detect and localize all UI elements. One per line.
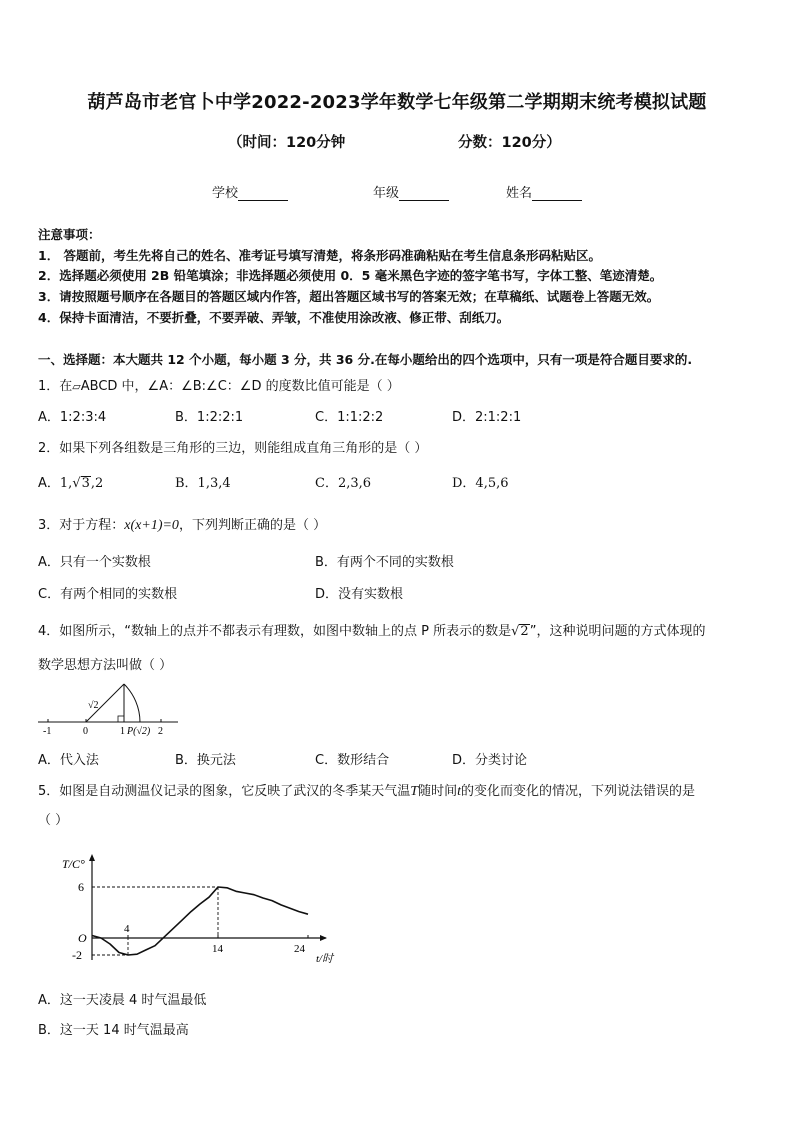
section-heading: 一、选择题：本大题共 12 个小题，每小题 3 分，共 36 分.在每小题给出的四个选项中，只有一项是符合题目要求的. — [38, 352, 693, 367]
question-1-stem — [38, 375, 400, 394]
q2-a-pre: 1, — [59, 476, 73, 491]
q4-radicand: 2 — [520, 624, 529, 639]
note-item: 4．保持卡面清洁，不要折叠，不要弄破、弄皱，不准使用涂改液、修正带、刮纸刀。 — [38, 310, 510, 325]
q2-option-d[interactable]: D．4,5,6 — [452, 476, 509, 491]
q1-option-b[interactable]: B．1:2:2:1 — [175, 410, 244, 425]
question-3-stem — [38, 514, 326, 534]
parallelogram-symbol: ▱ — [72, 380, 81, 393]
q5-option-b[interactable]: B．这一天 14 时气温最高 — [38, 1023, 189, 1038]
q5-text-b: 随时间 — [418, 784, 458, 799]
q4-option-a[interactable]: A．代入法 — [38, 753, 99, 768]
q2-a-label: A． — [38, 476, 60, 491]
origin-label: O — [78, 931, 87, 945]
q2-option-c[interactable]: C．2,3,6 — [315, 476, 372, 491]
q2-a-post: ,2 — [90, 476, 104, 491]
q1-option-d[interactable]: D．2:1:2:1 — [452, 410, 522, 425]
notes-heading: 注意事项： — [38, 227, 101, 242]
question-5-stem-cont: （ ） — [38, 813, 69, 828]
y-axis-arrow — [89, 854, 95, 861]
q4-text-a: 4．如图所示，“数轴上的点并不都表示有理数，如图中数轴上的点 P 所表示的数是 — [38, 624, 512, 639]
right-angle-mark — [118, 716, 124, 722]
q5-option-a[interactable]: A．这一天凌晨 4 时气温最低 — [38, 993, 207, 1008]
q2-a-radicand: 3 — [81, 476, 90, 491]
q1-option-a[interactable]: A．1:2:3:4 — [38, 410, 107, 425]
temperature-chart — [48, 850, 348, 975]
q2-option-b[interactable]: B．1,3,4 — [175, 476, 231, 491]
q4-option-b[interactable]: B．换元法 — [175, 753, 236, 768]
note-item: 1． 答题前，考生先将自己的姓名、准考证号填写清楚，将条形码准确粘贴在考生信息条形码粘贴区。 — [38, 248, 602, 263]
grade-field[interactable] — [373, 182, 449, 201]
exam-time: （时间：120分钟 — [228, 135, 346, 151]
question-5-stem — [38, 780, 695, 800]
note-item: 3．请按照题号顺序在各题目的答题区域内作答，超出答题区域书写的答案无效；在草稿纸、试题卷上答题无效。 — [38, 289, 660, 304]
y-tick-label: 6 — [78, 880, 84, 894]
name-field[interactable] — [506, 182, 582, 201]
q3-text-b: ，下列判断正确的是（ ） — [178, 518, 327, 533]
sqrt-sign: √ — [511, 624, 520, 639]
x-axis-arrow — [320, 935, 327, 941]
page-title: 葫芦岛市老官卜中学2022-2023学年数学七年级第二学期期末统考模拟试题 — [87, 92, 707, 113]
q3-equation: x(x+1)=0 — [124, 518, 179, 533]
x-tick-label: 4 — [124, 923, 130, 935]
note-item: 2．选择题必须使用 2B 铅笔填涂；非选择题必须使用 0．5 毫米黑色字迹的签字笔书写，字体工整、笔迹清楚。 — [38, 268, 663, 283]
x-tick-label: 14 — [212, 943, 223, 955]
school-label: 学校 — [212, 186, 239, 201]
school-field[interactable] — [212, 182, 288, 201]
q4-option-c[interactable]: C．数形结合 — [315, 753, 390, 768]
y-axis-label: T/C° — [62, 857, 85, 871]
question-4-stem-cont: 数学思想方法叫做（ ） — [38, 658, 173, 673]
q4-option-d[interactable]: D．分类讨论 — [452, 753, 528, 768]
number-line-figure — [34, 680, 184, 738]
q1-option-c[interactable]: C．1:1:2:2 — [315, 410, 384, 425]
q5-text-c: 的变化而变化的情况，下列说法错误的是 — [460, 784, 695, 799]
edge-label: √2 — [88, 700, 99, 711]
q3-option-d[interactable]: D．没有实数根 — [315, 587, 404, 602]
q4-text-b: ”，这种说明问题的方式体现的 — [529, 624, 706, 639]
q1-text-b: ABCD 中，∠A：∠B:∠C：∠D 的度数比值可能是（ ） — [80, 379, 400, 394]
var-T: T — [410, 784, 419, 799]
label-zero: 0 — [83, 726, 88, 737]
label-two: 2 — [158, 726, 163, 737]
label-p: P(√2) — [127, 726, 151, 737]
q1-text-a: 1．在 — [38, 379, 73, 394]
name-label: 姓名 — [506, 186, 533, 201]
q5-text-a: 5．如图是自动测温仪记录的图象，它反映了武汉的冬季某天气温 — [38, 784, 411, 799]
grade-label: 年级 — [373, 186, 400, 201]
arc — [124, 684, 140, 722]
q3-option-c[interactable]: C．有两个相同的实数根 — [38, 587, 178, 602]
label-minus-one: -1 — [43, 726, 52, 737]
var-t: t — [457, 784, 461, 799]
x-tick-label: 24 — [294, 943, 305, 955]
sqrt-sign: √ — [72, 476, 81, 491]
q3-text-a: 3．对于方程： — [38, 518, 125, 533]
question-2-stem: 2．如果下列各组数是三角形的三边，则能组成直角三角形的是（ ） — [38, 441, 428, 456]
label-one: 1 — [120, 726, 125, 737]
x-axis-label: t/时 — [316, 953, 334, 965]
temperature-line — [92, 887, 308, 955]
q2-option-a[interactable] — [38, 472, 103, 491]
y-tick-label: -2 — [72, 948, 82, 962]
q3-option-a[interactable]: A．只有一个实数根 — [38, 555, 151, 570]
question-4-stem — [38, 620, 705, 639]
exam-score: 分数：120分） — [458, 135, 561, 151]
q3-option-b[interactable]: B．有两个不同的实数根 — [315, 555, 454, 570]
